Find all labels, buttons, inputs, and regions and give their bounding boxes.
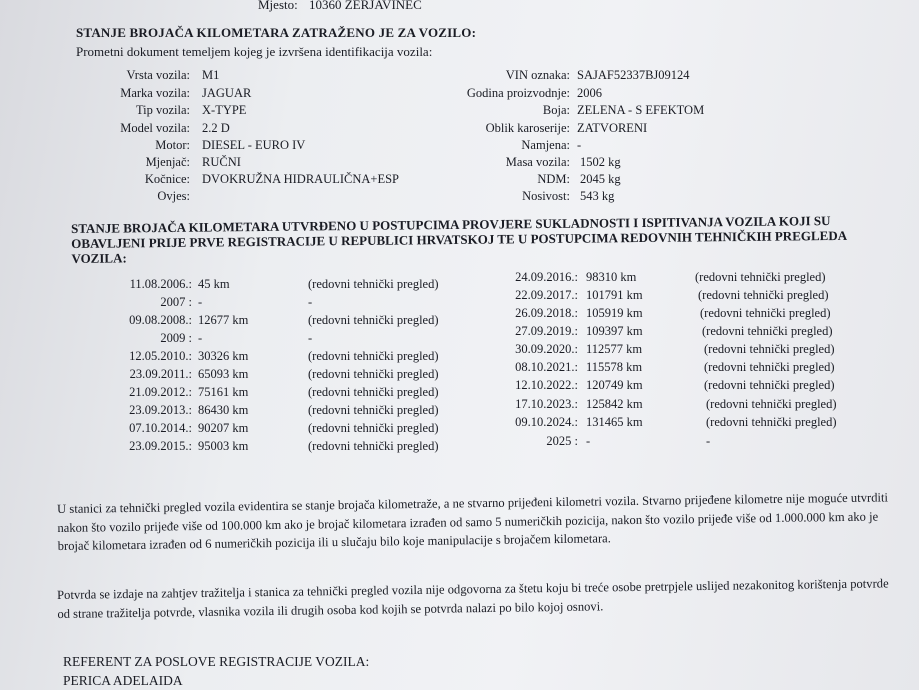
requested-heading: STANJE BROJAČA KILOMETARA ZATRAŽENO JE ZA VOZILO: (76, 25, 477, 40)
signature-title: REFERENT ZA POSLOVE REGISTRACIJE VOZILA: (63, 654, 370, 669)
location-line (258, 0, 422, 13)
history-note: (redovni tehnički pregled) (308, 403, 439, 417)
history-date: 11.08.2006.: (129, 277, 192, 291)
history-row (100, 331, 313, 346)
history-note: (redovni tehnički pregled) (308, 439, 439, 453)
history-row (490, 270, 826, 285)
history-km: 112577 km (586, 342, 643, 356)
history-note: - (706, 434, 711, 448)
history-row (100, 421, 439, 436)
vehicle-left-value: 2.2 D (202, 121, 230, 135)
history-km: 12677 km (198, 313, 249, 327)
history-date: 24.09.2016.: (515, 270, 578, 284)
history-km: 65093 km (198, 367, 249, 381)
history-km: 98310 km (586, 270, 637, 284)
history-date: 2025 : (546, 434, 578, 448)
vehicle-left-value: JAGUAR (202, 86, 252, 100)
vehicle-left-label: Motor: (155, 138, 190, 152)
history-row (100, 403, 439, 418)
vehicle-right-value: 1502 kg (580, 155, 621, 169)
signature-name: PERICA ADELAIDA (63, 673, 183, 688)
history-row (490, 342, 835, 357)
history-note: (redovni tehnički pregled) (702, 324, 833, 338)
vehicle-right-value: SAJAF52337BJ09124 (577, 68, 690, 82)
history-km: 30326 km (198, 349, 249, 363)
history-km: - (198, 295, 203, 309)
history-date: 23.09.2015.: (129, 439, 192, 453)
history-note: (redovni tehnički pregled) (308, 313, 439, 327)
history-note: (redovni tehnički pregled) (308, 367, 439, 381)
history-date: 12.05.2010.: (129, 349, 192, 363)
vehicle-left-label: Kočnice: (144, 172, 190, 186)
vehicle-left-value: DIESEL - EURO IV (202, 138, 306, 152)
history-row (490, 378, 835, 393)
history-date: 23.09.2011.: (129, 367, 192, 381)
liability-disclaimer: Potvrda se izdaje na zahtjev tražitelja i stanica za tehnički pregled vozila nije odgovorna za štetu koju bi treće osobe pretrpjele uslijed nezakonitog korištenja potvrde od strane tražitelja potvrde, vlasnika vozila ili drugih osoba kod kojih se potvrda nalazi po bilo kojoj osnovi. (57, 576, 889, 621)
vehicle-right-label: Godina proizvodnje: (466, 86, 570, 100)
history-note: - (308, 331, 313, 345)
history-km: 120749 km (586, 378, 643, 392)
history-date: 08.10.2021.: (515, 360, 578, 374)
history-date: 07.10.2014.: (129, 421, 192, 435)
vehicle-right-label: Boja: (542, 103, 570, 117)
document-line: Prometni dokument temeljem kojeg je izvršena identifikacija vozila: (76, 44, 433, 59)
history-km: 95003 km (198, 439, 249, 453)
location-value: 10360 ZERJAVINEC (308, 0, 422, 12)
history-row (100, 385, 439, 400)
vehicle-right-label: VIN oznaka: (505, 68, 570, 82)
vehicle-left-label: Ovjes: (157, 189, 190, 203)
history-km: - (198, 331, 203, 345)
history-km: 90207 km (198, 421, 249, 435)
history-row (100, 295, 313, 310)
history-date: 2007 : (160, 295, 192, 309)
history-row (100, 439, 439, 454)
history-date: 27.09.2019.: (515, 324, 578, 338)
vehicle-left-label: Model vozila: (120, 121, 190, 135)
history-date: 21.09.2012.: (129, 385, 192, 399)
vehicle-right-label: Nosivost: (522, 189, 570, 203)
history-km: 45 km (198, 277, 230, 291)
history-note: (redovni tehnički pregled) (308, 385, 439, 399)
history-note: (redovni tehnički pregled) (704, 342, 835, 356)
history-km: 101791 km (586, 288, 643, 302)
vehicle-right-label: Namjena: (521, 138, 570, 152)
history-date: 09.08.2008.: (129, 313, 192, 327)
vehicle-right-value: ZELENA - S EFEKTOM (577, 103, 705, 117)
odometer-disclaimer: U stanici za tehnički pregled vozila evidentira se stanje brojača kilometraže, a ne stvarno prijeđeni kilometri vozila. Stvarno prijeđene kilometre nije moguće utvrditi nakon što vozilo prijeđe više od 100.000 km ako je brojač kilometara izrađen od samo 5 numeričkih pozicija, nakon što vozilo prijeđe više od 1.000.000 km ako je brojač kilometara izrađen od 6 numeričkih pozicija ili u slučaju bilo koje manipulacije s brojačem kilometara. (57, 490, 889, 553)
history-row (100, 349, 439, 364)
vehicle-left-value: RUČNI (202, 155, 241, 169)
history-km: 109397 km (586, 324, 643, 338)
history-row (490, 415, 837, 430)
history-date: 22.09.2017.: (515, 288, 578, 302)
history-date: 23.09.2013.: (129, 403, 192, 417)
history-row (100, 277, 439, 292)
history-heading: STANJE BROJAČA KILOMETARA UTVRĐENO U POSTUPCIMA PROVJERE SUKLADNOSTI I ISPITIVANJA VOZILA KOJI SU OBAVLJENI PRIJE PRVE REGISTRACIJE U REPUBLICI HRVATSKOJ TE U POSTUPCIMA REDOVNIH TEHNIČKIH PREGLEDA VOZILA: (71, 213, 847, 266)
vehicle-right-label: Masa vozila: (505, 155, 570, 169)
history-note: (redovni tehnički pregled) (698, 288, 829, 302)
history-note: (redovni tehnički pregled) (308, 349, 439, 363)
history-note: (redovni tehnički pregled) (308, 277, 439, 291)
vehicle-right-label: NDM: (537, 172, 570, 186)
vehicle-right-value: 2045 kg (580, 172, 621, 186)
history-row (490, 434, 711, 449)
vehicle-left-label: Vrsta vozila: (126, 68, 190, 82)
history-row (490, 324, 833, 339)
history-note: (redovni tehnički pregled) (704, 360, 835, 374)
history-row (100, 313, 439, 328)
history-row (490, 288, 829, 303)
history-km: 86430 km (198, 403, 249, 417)
vehicle-left-value: DVOKRUŽNA HIDRAULIČNA+ESP (202, 172, 399, 186)
history-note: (redovni tehnički pregled) (704, 378, 835, 392)
history-km: 105919 km (586, 306, 643, 320)
vehicle-right-value: 543 kg (580, 189, 615, 203)
vehicle-right-value: - (577, 138, 582, 152)
history-date: 17.10.2023.: (515, 397, 578, 411)
history-km: 75161 km (198, 385, 249, 399)
history-date: 12.10.2022.: (515, 378, 578, 392)
history-row (100, 367, 439, 382)
history-date: 30.09.2020.: (515, 342, 578, 356)
history-km: - (586, 434, 591, 448)
history-date: 09.10.2024.: (515, 415, 578, 429)
vehicle-left-value: M1 (202, 68, 220, 82)
history-km: 115578 km (586, 360, 643, 374)
vehicle-right-value: 2006 (577, 86, 602, 100)
history-row (490, 306, 831, 321)
vehicle-left-label: Marka vozila: (120, 86, 190, 100)
history-note: (redovni tehnički pregled) (695, 270, 826, 284)
history-row (490, 397, 837, 412)
history-note: (redovni tehnički pregled) (700, 306, 831, 320)
history-note: (redovni tehnički pregled) (308, 421, 439, 435)
history-km: 131465 km (586, 415, 643, 429)
history-row (490, 360, 835, 375)
history-date: 2009 : (160, 331, 192, 345)
history-date: 26.09.2018.: (515, 306, 578, 320)
history-note: (redovni tehnički pregled) (706, 415, 837, 429)
vehicle-left-value: X-TYPE (202, 103, 247, 117)
location-label: Mjesto: (258, 0, 298, 12)
vehicle-left-label: Tip vozila: (135, 103, 190, 117)
history-note: - (308, 295, 313, 309)
history-km: 125842 km (586, 397, 643, 411)
vehicle-right-value: ZATVORENI (577, 121, 648, 135)
history-note: (redovni tehnički pregled) (706, 397, 837, 411)
vehicle-left-label: Mjenjač: (145, 155, 190, 169)
vehicle-right-label: Oblik karoserije: (485, 121, 570, 135)
